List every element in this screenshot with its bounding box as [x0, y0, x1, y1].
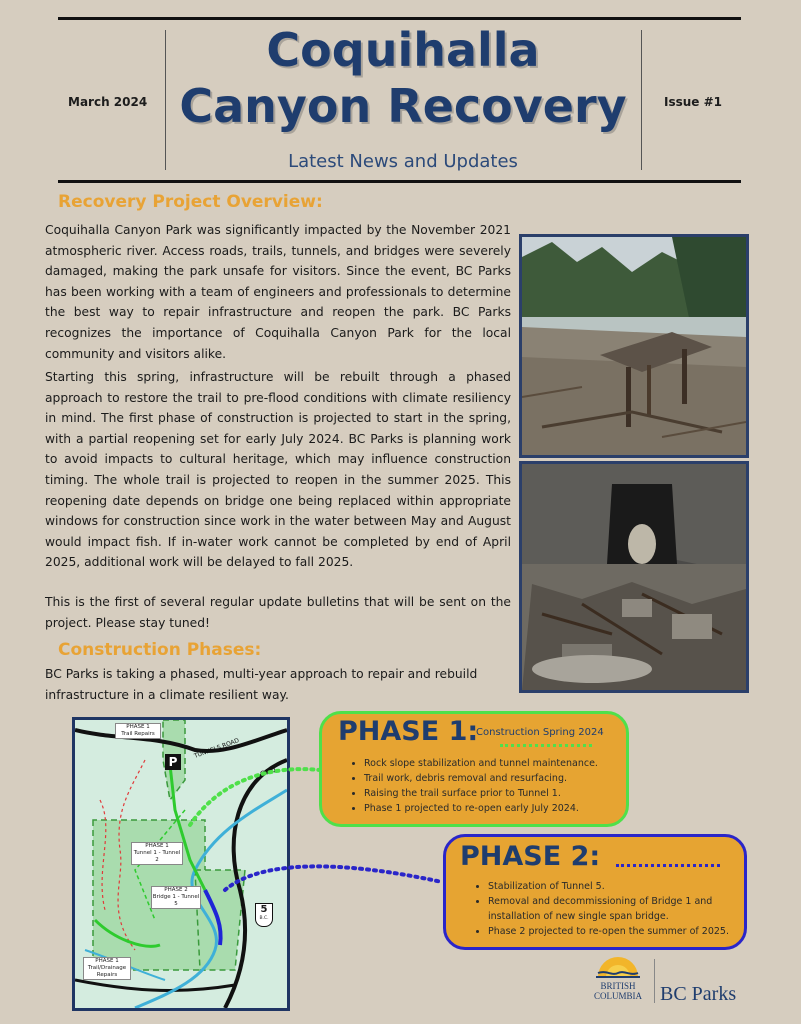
overview-paragraph-3: This is the first of several regular update bulletins that will be sent on the project. Please stay tuned!	[45, 595, 511, 630]
river-shelter-image	[522, 237, 746, 455]
british-columbia-wordmark: BRITISH COLUMBIA	[593, 981, 642, 1001]
title-line-1: Coquihalla	[266, 23, 540, 77]
phase-2-item: • Phase 2 projected to re-open the summer of 2025.	[488, 924, 738, 939]
sun-emblem-icon	[596, 955, 640, 979]
map-label-trail-repairs: PHASE 1 Trail Repairs	[115, 723, 161, 739]
phase-1-subtitle: Construction Spring 2024	[476, 727, 604, 738]
tunnel-debris-image	[522, 464, 746, 690]
highway-5-shield-icon: 5 B.C.	[255, 903, 273, 927]
phase-2-item: • Removal and decommissioning of Bridge 1 and installation of new single span bridge.	[488, 894, 738, 924]
header-divider-left	[165, 30, 166, 170]
map-road-label: TUNNELS ROAD	[193, 737, 241, 760]
construction-intro: BC Parks is taking a phased, multi-year approach to repair and rebuild infrastructure in a climate resilient way.	[45, 667, 478, 702]
map-label-phase2: PHASE 2 Bridge 1 - Tunnel 5	[152, 887, 200, 907]
newsletter-subtitle: Latest News and Updates	[288, 151, 518, 172]
phase-2-title: PHASE 2:	[460, 841, 601, 872]
overview-heading: Recovery Project Overview:	[58, 192, 323, 212]
newsletter-title	[170, 22, 636, 134]
map-label-drainage: PHASE 1 Trail/Drainage Repairs	[83, 957, 131, 980]
issue-number: Issue #1	[664, 95, 723, 109]
phase-1-dotted-underline	[500, 744, 592, 747]
header-top-rule	[58, 17, 741, 20]
logo-divider	[654, 959, 655, 1003]
overview-paragraph-1: Coquihalla Canyon Park was significantly impacted by the November 2021 atmospheric river. Access roads, trails, tunnels, and bridges were severely damaged, making the park unsafe for visitors. Since the event, BC Parks has been working with a team of engineers and professionals to determine the best way to repair infrastructure and reopen the park. BC Parks recognizes the importance of Coquihalla Canyon Park for the local community and visitors alike.	[45, 223, 511, 361]
phase-1-card	[319, 711, 629, 827]
phase-2-dotted-underline	[616, 864, 720, 867]
header-bottom-rule	[58, 180, 741, 183]
phase-2-item: • Stabilization of Tunnel 5.	[488, 879, 738, 894]
phase-1-item: • Phase 1 projected to re-open early July 2024.	[364, 801, 598, 816]
phase-2-list	[474, 879, 738, 939]
bc-parks-logo	[588, 955, 758, 1011]
phase-1-item: • Raising the trail surface prior to Tunnel 1.	[364, 786, 598, 801]
photo-tunnel-debris	[519, 461, 749, 693]
parking-icon: P	[165, 754, 181, 770]
map-label-phase1-tunnel: PHASE 1 Tunnel 1 - Tunnel 2	[131, 842, 183, 865]
title-line-2: Canyon Recovery	[179, 79, 627, 133]
header-divider-right	[641, 30, 642, 170]
map-road-label-2: COQ	[259, 765, 277, 779]
phase-1-item: • Rock slope stabilization and tunnel maintenance.	[364, 756, 598, 771]
bc-parks-wordmark: BC Parks	[660, 983, 737, 1005]
phase-1-title: PHASE 1:	[338, 716, 479, 747]
issue-date: March 2024	[68, 95, 148, 109]
construction-heading: Construction Phases:	[58, 640, 262, 660]
phase-2-card	[443, 834, 747, 950]
overview-paragraph-2: Starting this spring, infrastructure will be rebuilt through a phased approach to restore the trail to pre-flood conditions with climate resiliency in mind. The first phase of construction is projected to start in the spring, with a partial reopening set for early July 2024. BC Parks is planning work to avoid impacts to cultural heritage, which may influence construction timing. The whole trail is projected to reopen in the summer 2025. This reopening date depends on bridge one being replaced within appropriate windows for construction since work in the water between May and August would impact fish. If in-water work cannot be completed by end of April 2025, additional work will be delayed to fall 2025.	[45, 370, 511, 570]
photo-river-shelter	[519, 234, 749, 458]
phase-1-item: • Trail work, debris removal and resurfacing.	[364, 771, 598, 786]
phase-1-list	[350, 756, 598, 816]
